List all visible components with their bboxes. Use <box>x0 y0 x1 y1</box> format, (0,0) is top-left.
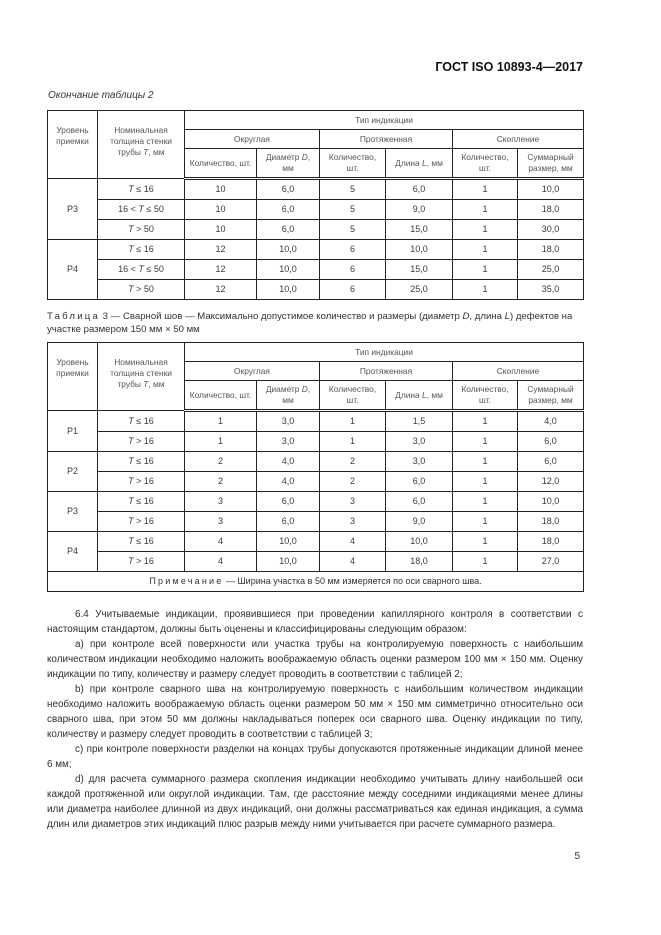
linear-length-cell: 9,0 <box>386 512 453 532</box>
linear-count-cell: 3 <box>320 512 386 532</box>
thickness-cell: T > 16 <box>98 512 185 532</box>
document-standard-header: ГОСТ ISO 10893-4—2017 <box>435 60 583 74</box>
cluster-total-cell: 4,0 <box>518 411 584 432</box>
round-diameter-cell: 10,0 <box>257 552 320 572</box>
cluster-count-cell: 1 <box>453 220 518 240</box>
cluster-count-cell: 1 <box>453 552 518 572</box>
table2-body <box>48 179 584 300</box>
table-row <box>48 432 584 452</box>
round-count-cell: 10 <box>185 220 257 240</box>
cluster-total-cell: 18,0 <box>518 532 584 552</box>
round-diameter-cell: 10,0 <box>257 280 320 300</box>
linear-count-cell: 6 <box>320 260 386 280</box>
thickness-cell: T ≤ 16 <box>98 532 185 552</box>
paragraph-c: c) при контроле поверхности разделки на концах трубы допускаются протяженные индикации длиной менее 6 мм; <box>47 744 583 770</box>
table2-continuation-caption: Окончание таблицы 2 <box>48 90 154 101</box>
table-row <box>48 512 584 532</box>
round-diameter-cell: 6,0 <box>257 512 320 532</box>
round-count-cell: 10 <box>185 179 257 200</box>
paragraph-b: b) при контроле сварного шва на контролируемую поверхность с наибольшим количеством индикации необходимо наложить воображаемую область оценки размером 50 мм × 150 мм симметрично относительно оси сварного шва, при этом 50 мм должны накладываться поперек оси сварного шва. Оценку индикации по типу, количеству и размеру следует проводить в соответствии с таблицей 3; <box>47 684 583 740</box>
cluster-count-cell: 1 <box>453 240 518 260</box>
thickness-cell: T ≤ 16 <box>98 179 185 200</box>
cluster-count-cell: 1 <box>453 280 518 300</box>
round-diameter-cell: 3,0 <box>257 432 320 452</box>
linear-length-cell: 6,0 <box>386 472 453 492</box>
cluster-count-cell: 1 <box>453 432 518 452</box>
acceptance-level-cell: P4 <box>48 532 98 572</box>
round-count-cell: 12 <box>185 240 257 260</box>
header-linear: Протяженная <box>320 362 453 381</box>
linear-count-cell: 6 <box>320 280 386 300</box>
header-cluster-count: Количество, шт. <box>453 149 518 179</box>
thickness-cell: T > 50 <box>98 220 185 240</box>
cluster-total-cell: 25,0 <box>518 260 584 280</box>
round-count-cell: 3 <box>185 492 257 512</box>
header-linear-count: Количество, шт. <box>320 381 386 411</box>
round-count-cell: 12 <box>185 280 257 300</box>
thickness-cell: T > 50 <box>98 280 185 300</box>
thickness-cell: T ≤ 16 <box>98 240 185 260</box>
cluster-count-cell: 1 <box>453 260 518 280</box>
round-count-cell: 10 <box>185 200 257 220</box>
round-count-cell: 2 <box>185 452 257 472</box>
linear-length-cell: 15,0 <box>386 260 453 280</box>
table3-body <box>48 411 584 572</box>
page-number: 5 <box>574 851 580 862</box>
round-diameter-cell: 10,0 <box>257 532 320 552</box>
header-thickness: Номинальная толщина стенки трубы T, мм <box>98 111 185 179</box>
round-diameter-cell: 10,0 <box>257 260 320 280</box>
linear-length-cell: 3,0 <box>386 432 453 452</box>
linear-length-cell: 10,0 <box>386 532 453 552</box>
round-diameter-cell: 4,0 <box>257 472 320 492</box>
table3-caption: Таблица 3 — Сварной шов — Максимально допустимое количество и размеры (диаметр D, длина L) дефектов на участке размером 150 мм × 50 мм <box>47 311 573 335</box>
cluster-total-cell: 30,0 <box>518 220 584 240</box>
header-linear-count: Количество, шт. <box>320 149 386 179</box>
cluster-count-cell: 1 <box>453 452 518 472</box>
cluster-total-cell: 10,0 <box>518 179 584 200</box>
cluster-total-cell: 6,0 <box>518 432 584 452</box>
header-cluster-total: Суммарный размер, мм <box>518 381 584 411</box>
table-row <box>48 472 584 492</box>
table-row <box>48 452 584 472</box>
round-count-cell: 12 <box>185 260 257 280</box>
header-cluster-count: Количество, шт. <box>453 381 518 411</box>
paragraph-d: d) для расчета суммарного размера скопления индикации необходимо учитывать длину наибольшей оси каждой протяженной или округлой индикации. Там, где расстояние между соседними индикациями менее длины или диаметра наиболее длинной из двух индикаций, они должны рассматриваться как единая индикация, а сумма длин или диаметров этих индикаций плюс разрыв между ними учитывается при расчете суммарного размера. <box>47 774 583 830</box>
cluster-total-cell: 12,0 <box>518 472 584 492</box>
linear-count-cell: 2 <box>320 452 386 472</box>
header-level: Уровень приемки <box>48 343 98 411</box>
linear-count-cell: 5 <box>320 220 386 240</box>
paragraph-6-4: 6.4 Учитываемые индикации, проявившиеся при проведении капиллярного контроля в соответствии с настоящим стандартом, должны быть оценены и классифицированы следующим образом: <box>47 609 583 635</box>
thickness-cell: T > 16 <box>98 472 185 492</box>
thickness-cell: T ≤ 16 <box>98 452 185 472</box>
acceptance-level-cell: P1 <box>48 411 98 452</box>
cluster-total-cell: 18,0 <box>518 240 584 260</box>
cluster-total-cell: 18,0 <box>518 200 584 220</box>
linear-length-cell: 18,0 <box>386 552 453 572</box>
paragraph-a: a) при контроле всей поверхности или участка трубы на контролируемую поверхность с наибольшим количеством индикации необходимо наложить воображаемую область оценки размером 100 мм × 150 мм. Оценку индикации по типу, количеству и размеру следует проводить в соответствии с таблицей 2; <box>47 639 583 680</box>
table-row <box>48 179 584 200</box>
cluster-total-cell: 35,0 <box>518 280 584 300</box>
linear-count-cell: 6 <box>320 240 386 260</box>
table-row <box>48 492 584 512</box>
round-count-cell: 4 <box>185 552 257 572</box>
header-linear-length: Длина L, мм <box>386 149 453 179</box>
header-round: Округлая <box>185 130 320 149</box>
table-row <box>48 260 584 280</box>
cluster-count-cell: 1 <box>453 411 518 432</box>
linear-count-cell: 1 <box>320 411 386 432</box>
linear-length-cell: 3,0 <box>386 452 453 472</box>
linear-length-cell: 6,0 <box>386 492 453 512</box>
round-count-cell: 4 <box>185 532 257 552</box>
table-row <box>48 411 584 432</box>
round-diameter-cell: 4,0 <box>257 452 320 472</box>
thickness-cell: T ≤ 16 <box>98 492 185 512</box>
header-indication-type: Тип индикации <box>185 111 584 130</box>
cluster-count-cell: 1 <box>453 532 518 552</box>
header-round-count: Количество, шт. <box>185 149 257 179</box>
linear-length-cell: 15,0 <box>386 220 453 240</box>
table-row <box>48 220 584 240</box>
thickness-cell: T ≤ 16 <box>98 411 185 432</box>
header-linear-length: Длина L, мм <box>386 381 453 411</box>
thickness-cell: 16 < T ≤ 50 <box>98 200 185 220</box>
header-cluster: Скопление <box>453 130 584 149</box>
acceptance-level-cell: P2 <box>48 452 98 492</box>
linear-count-cell: 1 <box>320 432 386 452</box>
table-row <box>48 280 584 300</box>
round-diameter-cell: 10,0 <box>257 240 320 260</box>
cluster-total-cell: 27,0 <box>518 552 584 572</box>
linear-length-cell: 10,0 <box>386 240 453 260</box>
cluster-total-cell: 18,0 <box>518 512 584 532</box>
cluster-count-cell: 1 <box>453 492 518 512</box>
cluster-count-cell: 1 <box>453 472 518 492</box>
table-2 <box>47 110 584 300</box>
table-3 <box>47 342 584 592</box>
cluster-count-cell: 1 <box>453 179 518 200</box>
linear-length-cell: 6,0 <box>386 179 453 200</box>
round-diameter-cell: 6,0 <box>257 200 320 220</box>
cluster-total-cell: 6,0 <box>518 452 584 472</box>
header-thickness: Номинальная толщина стенки трубы T, мм <box>98 343 185 411</box>
header-round-diameter: Диаметр D, мм <box>257 381 320 411</box>
linear-count-cell: 4 <box>320 532 386 552</box>
round-diameter-cell: 6,0 <box>257 179 320 200</box>
header-indication-type: Тип индикации <box>185 343 584 362</box>
linear-count-cell: 3 <box>320 492 386 512</box>
header-level: Уровень приемки <box>48 111 98 179</box>
table-row <box>48 532 584 552</box>
header-round-count: Количество, шт. <box>185 381 257 411</box>
table-row <box>48 240 584 260</box>
cluster-count-cell: 1 <box>453 200 518 220</box>
header-round-diameter: Диаметр D, мм <box>257 149 320 179</box>
round-count-cell: 1 <box>185 432 257 452</box>
acceptance-level-cell: P4 <box>48 240 98 300</box>
linear-count-cell: 5 <box>320 179 386 200</box>
linear-count-cell: 2 <box>320 472 386 492</box>
thickness-cell: T > 16 <box>98 552 185 572</box>
linear-count-cell: 4 <box>320 552 386 572</box>
header-cluster: Скопление <box>453 362 584 381</box>
thickness-cell: 16 < T ≤ 50 <box>98 260 185 280</box>
cluster-total-cell: 10,0 <box>518 492 584 512</box>
linear-length-cell: 1,5 <box>386 411 453 432</box>
table-row <box>48 200 584 220</box>
section-6-4-text <box>47 607 583 832</box>
round-count-cell: 2 <box>185 472 257 492</box>
cluster-count-cell: 1 <box>453 512 518 532</box>
round-diameter-cell: 3,0 <box>257 411 320 432</box>
linear-count-cell: 5 <box>320 200 386 220</box>
header-cluster-total: Суммарный размер, мм <box>518 149 584 179</box>
round-diameter-cell: 6,0 <box>257 492 320 512</box>
round-count-cell: 1 <box>185 411 257 432</box>
table3-note: Примечание — Ширина участка в 50 мм измеряется по оси сварного шва. <box>48 572 584 592</box>
header-linear: Протяженная <box>320 130 453 149</box>
thickness-cell: T > 16 <box>98 432 185 452</box>
round-diameter-cell: 6,0 <box>257 220 320 240</box>
header-round: Округлая <box>185 362 320 381</box>
table-row <box>48 552 584 572</box>
acceptance-level-cell: P3 <box>48 179 98 240</box>
linear-length-cell: 9,0 <box>386 200 453 220</box>
round-count-cell: 3 <box>185 512 257 532</box>
linear-length-cell: 25,0 <box>386 280 453 300</box>
acceptance-level-cell: P3 <box>48 492 98 532</box>
